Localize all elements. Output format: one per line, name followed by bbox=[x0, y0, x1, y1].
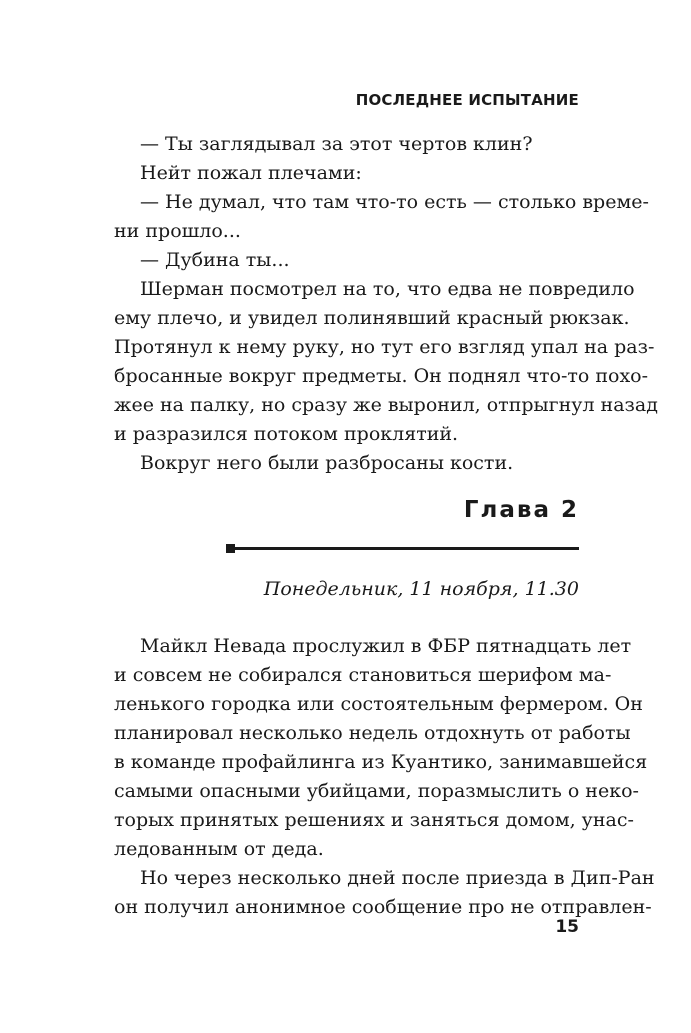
text-block-2 bbox=[114, 632, 655, 922]
text-line: в команде профайлинга из Куантико, занимавшейся bbox=[114, 751, 648, 773]
text-line: Вокруг него были разбросаны кости. bbox=[140, 452, 514, 474]
page-number: 15 bbox=[555, 917, 579, 937]
square-marker-icon bbox=[226, 544, 235, 553]
chapter-title: Глава 2 bbox=[463, 497, 579, 523]
text-line: планировал несколько недель отдохнуть от работы bbox=[114, 722, 631, 744]
text-line: Протянул к нему руку, но тут его взгляд упал на раз- bbox=[114, 336, 655, 358]
text-line: Шерман посмотрел на то, что едва не повредило bbox=[140, 278, 635, 300]
text-line: — Не думал, что там что-то есть — столько време- bbox=[140, 191, 649, 213]
running-head: ПОСЛЕДНЕЕ ИСПЫТАНИЕ bbox=[355, 91, 579, 109]
text-line: ледованным от деда. bbox=[114, 838, 324, 860]
text-line: жее на палку, но сразу же выронил, отпрыгнул назад bbox=[114, 394, 658, 416]
text-line: бросанные вокруг предметы. Он поднял что-то похо- bbox=[114, 365, 649, 387]
text-line: ни прошло... bbox=[114, 220, 241, 242]
text-line: — Дубина ты... bbox=[140, 249, 290, 271]
text-line: Майкл Невада прослужил в ФБР пятнадцать лет bbox=[140, 635, 632, 657]
text-line: самыми опасными убийцами, поразмыслить о неко- bbox=[114, 780, 639, 802]
text-line: и совсем не собирался становиться шерифом ма- bbox=[114, 664, 612, 686]
text-line: Но через несколько дней после приезда в Дип-Ран bbox=[140, 867, 655, 889]
text-line: — Ты заглядывал за этот чертов клин? bbox=[140, 133, 533, 155]
chapter-rule bbox=[226, 544, 579, 554]
chapter-dateline: Понедельник, 11 ноября, 11.30 bbox=[263, 578, 579, 600]
text-line: и разразился потоком проклятий. bbox=[114, 423, 459, 445]
horizontal-rule bbox=[235, 547, 579, 550]
text-line: Нейт пожал плечами: bbox=[140, 162, 362, 184]
text-line: торых принятых решениях и заняться домом, унас- bbox=[114, 809, 634, 831]
text-line: он получил анонимное сообщение про не отправлен- bbox=[114, 896, 652, 918]
text-block-1 bbox=[114, 130, 658, 478]
text-line: ему плечо, и увидел полинявший красный рюкзак. bbox=[114, 307, 630, 329]
text-line: ленького городка или состоятельным фермером. Он bbox=[114, 693, 643, 715]
